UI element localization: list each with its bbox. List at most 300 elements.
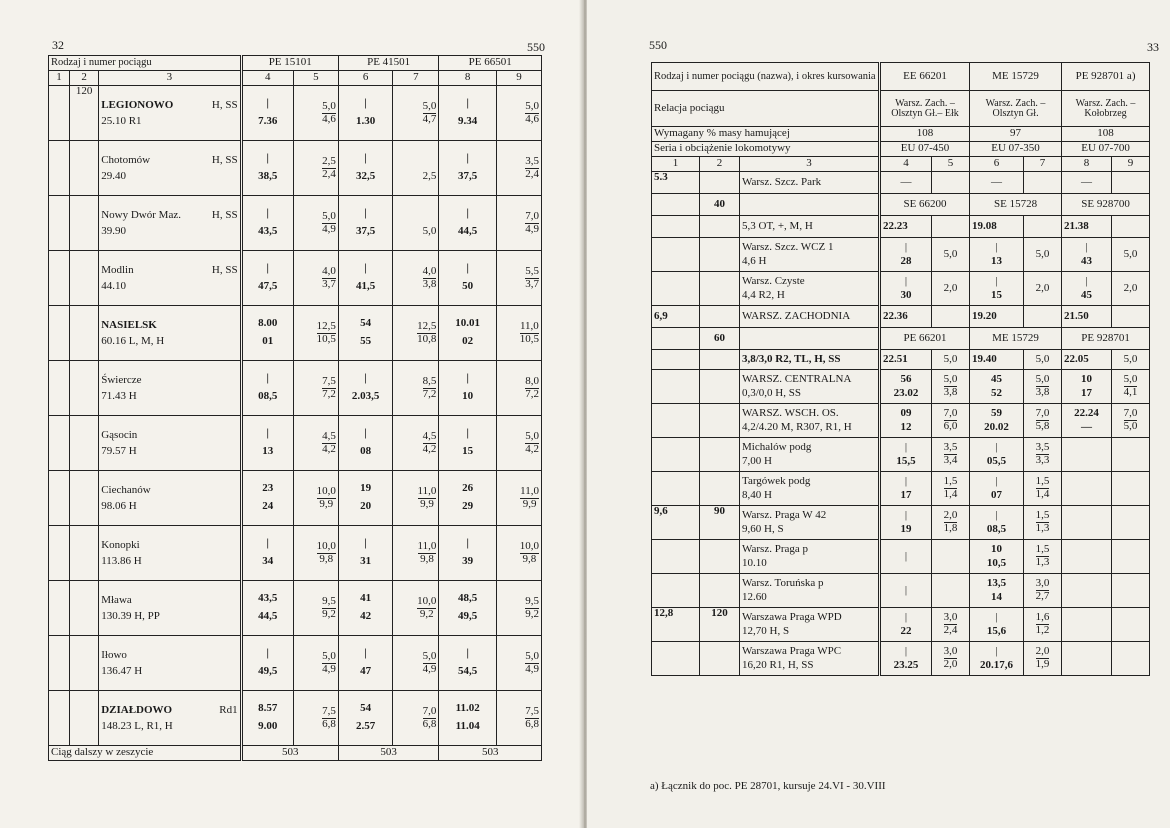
fraction-top: 3,5 — [525, 154, 539, 167]
fraction — [944, 476, 958, 500]
station-km: 25.10 R1 — [101, 115, 142, 127]
station-km: 0,3/0,0 H, SS — [742, 386, 801, 399]
time-departure: 08,5 — [986, 522, 1007, 535]
pass-mark: | — [1085, 240, 1088, 253]
fraction — [1036, 544, 1050, 568]
station-line — [101, 372, 237, 389]
fraction-top: 7,0 — [943, 407, 958, 420]
fraction-bottom: 1,8 — [943, 522, 958, 534]
fraction-top: 2,5 — [322, 154, 336, 167]
time-arrival: 59 — [991, 406, 1003, 419]
table-row — [49, 251, 542, 306]
time-departure: 14 — [991, 590, 1003, 603]
fraction — [944, 408, 958, 432]
fraction-bottom: 4,7 — [422, 112, 437, 125]
km-marker: 12,8 — [654, 607, 674, 619]
time-cell: 30 — [900, 288, 912, 301]
time-departure: 07 — [991, 488, 1003, 501]
fraction-bottom: 2,4 — [525, 167, 539, 180]
table-row — [652, 238, 1150, 272]
header-label: Rodzaj i numer pociągu (nazwa), i okres kursowania — [652, 63, 880, 91]
brake-mass: 108 — [880, 127, 970, 142]
fraction-bottom: 4,9 — [525, 222, 539, 235]
speed-limit: 60 — [700, 328, 740, 350]
time-cell: 28 — [900, 254, 912, 267]
time-departure: 47,5 — [258, 280, 278, 292]
time-arrival: 48,5 — [458, 592, 478, 605]
fraction-top: 7,5 — [525, 704, 539, 717]
relation: Warsz. Zach. – Kołobrzeg — [1062, 91, 1150, 127]
time-arrival: | — [266, 152, 269, 165]
fraction-bottom: 3,4 — [943, 454, 958, 466]
fraction-top: 3,0 — [1035, 577, 1050, 590]
fraction-top: 7,0 — [422, 704, 437, 717]
time-departure: — — [1081, 420, 1093, 433]
time-arrival: | — [466, 372, 469, 385]
right-page — [587, 0, 1170, 828]
time-cell: 22.36 — [880, 306, 932, 328]
fraction-bottom: 9,2 — [419, 607, 434, 620]
column-number: 6 — [970, 157, 1024, 172]
fraction — [423, 431, 437, 455]
train-header: PE 41501 — [338, 56, 438, 71]
fraction — [417, 321, 436, 345]
fraction — [322, 651, 336, 675]
time-departure: 42 — [360, 610, 372, 622]
fraction-top: 2,0 — [943, 509, 958, 522]
column-number: 7 — [393, 71, 439, 86]
fraction — [423, 706, 437, 730]
time-departure: 44,5 — [258, 610, 278, 622]
fraction-bottom: 5,8 — [1035, 420, 1050, 432]
run-time: 5,0 — [1024, 238, 1062, 272]
time-departure: 01 — [262, 335, 274, 347]
fraction — [322, 596, 336, 620]
time-arrival: 8.00 — [258, 317, 278, 330]
fraction-bottom: 4,9 — [322, 222, 336, 235]
fraction-bottom: 3,8 — [422, 277, 437, 290]
station-name: Warsz. Praga W 42 — [742, 508, 827, 521]
run-time: 2,0 — [1024, 272, 1062, 306]
fraction-bottom: 9,9 — [522, 497, 537, 510]
column-number: 4 — [880, 157, 932, 172]
time-cell: 15 — [991, 288, 1003, 301]
time-departure: 22 — [900, 624, 912, 637]
fraction-bottom: 4,6 — [322, 112, 336, 125]
fraction-top: 11,0 — [417, 484, 437, 497]
station-line — [101, 152, 237, 169]
fraction — [322, 101, 336, 125]
time-departure: 47 — [360, 665, 372, 677]
fraction-top: 9,5 — [525, 594, 539, 607]
fraction — [1036, 646, 1050, 670]
time-departure: 43,5 — [258, 225, 278, 237]
column-number: 2 — [700, 157, 740, 172]
train-header: EE 66201 — [880, 63, 970, 91]
fraction — [1036, 612, 1050, 636]
run-time: 5,0 — [932, 238, 970, 272]
footer-label: Ciąg dalszy w zeszycie — [49, 746, 242, 761]
column-number: 6 — [338, 71, 392, 86]
time-arrival: | — [266, 207, 269, 220]
fraction-bottom: 10,5 — [316, 332, 336, 345]
fraction-top: 10,0 — [316, 484, 336, 497]
fraction-bottom: 2,7 — [1035, 590, 1050, 602]
fraction — [1036, 578, 1050, 602]
table-row — [49, 86, 542, 141]
fraction-top: 12,5 — [316, 319, 336, 332]
column-number: 2 — [69, 71, 98, 86]
column-number: 3 — [740, 157, 880, 172]
time-arrival: | — [466, 207, 469, 220]
station-name: WARSZ. ZACHODNIA — [740, 306, 880, 328]
fraction-bottom: 3,7 — [322, 277, 336, 290]
pass-mark: | — [904, 240, 908, 253]
table-row — [49, 361, 542, 416]
station-line — [101, 97, 237, 114]
station-name: NASIELSK — [101, 318, 157, 331]
fraction-bottom: 3,8 — [943, 386, 958, 398]
station-flags: H, SS — [211, 98, 238, 111]
fraction-bottom: 9,8 — [319, 552, 334, 565]
column-number: 1 — [49, 71, 70, 86]
time-arrival: | — [995, 440, 998, 453]
fraction — [525, 211, 539, 235]
time-arrival: | — [904, 474, 908, 487]
brake-mass: 108 — [1062, 127, 1150, 142]
fraction-bottom: 4,2 — [525, 442, 539, 455]
fraction-bottom: 10,8 — [417, 332, 437, 345]
fraction — [944, 510, 958, 534]
column-number: 3 — [99, 71, 241, 86]
fraction-bottom: 9,2 — [525, 607, 539, 620]
time-arrival: | — [995, 610, 998, 623]
fraction — [423, 376, 437, 400]
train-header: SE 928700 — [1062, 194, 1150, 216]
column-number: 7 — [1024, 157, 1062, 172]
station-km: 71.43 H — [101, 390, 137, 402]
fraction-bottom: 4,9 — [322, 662, 336, 675]
station-name: Warsz. Szcz. WCZ 1 — [742, 240, 834, 253]
run-time: 5,0 — [1112, 350, 1150, 370]
fraction — [525, 101, 539, 125]
time-arrival: 13,5 — [986, 576, 1007, 589]
fraction-top: 9,5 — [322, 594, 336, 607]
run-time: 5,0 — [932, 350, 970, 370]
fraction — [520, 321, 539, 345]
fraction-top: 5,0 — [322, 99, 336, 112]
footer-value: 503 — [241, 746, 338, 761]
time-departure: 10 — [462, 390, 474, 402]
fraction-top: 11,0 — [519, 319, 539, 332]
time-arrival: | — [904, 583, 908, 596]
time-departure: 55 — [360, 335, 372, 347]
time-departure: 15,5 — [896, 454, 916, 467]
fraction-bottom: 4,9 — [422, 662, 437, 675]
time-arrival: 26 — [462, 482, 474, 495]
fraction — [1124, 374, 1138, 398]
time-cell: 43 — [1081, 254, 1093, 267]
fraction-top: 10,0 — [316, 539, 336, 552]
fraction-bottom: 2,4 — [943, 624, 958, 636]
fraction-bottom: 1,4 — [943, 488, 958, 500]
time-arrival: 43,5 — [258, 592, 278, 605]
station-name: 5,3 OT, +, M, H — [740, 216, 880, 238]
station-km: 98.06 H — [101, 500, 137, 512]
fraction-bottom: 5,0 — [1123, 420, 1138, 432]
time-departure: 13 — [262, 445, 274, 457]
fraction-top: 8,5 — [422, 374, 437, 387]
table-row — [49, 691, 542, 746]
fraction-bottom: 4,2 — [322, 442, 336, 455]
station-name: Świercze — [101, 373, 142, 386]
table-row — [652, 438, 1150, 472]
fraction-top: 7,0 — [1123, 407, 1138, 420]
time-departure: 39 — [462, 555, 474, 567]
station-name: Mława — [101, 593, 132, 606]
time-cell: — — [1062, 172, 1112, 194]
fraction-top: 5,0 — [525, 429, 539, 442]
fraction — [322, 156, 336, 180]
station-line — [101, 207, 237, 224]
station-name: Ciechanów — [101, 483, 151, 496]
fraction-top: 7,5 — [322, 704, 336, 717]
time-departure: 50 — [462, 280, 474, 292]
fraction — [520, 541, 539, 565]
time-cell: 21.38 — [1062, 216, 1112, 238]
time-cell: 22.51 — [880, 350, 932, 370]
fraction — [418, 486, 437, 510]
fraction-top: 5,0 — [422, 99, 437, 112]
table-row — [49, 141, 542, 196]
table-row — [652, 642, 1150, 676]
fraction — [322, 266, 336, 290]
speed-limit: 90 — [714, 505, 725, 517]
fraction-top: 4,0 — [422, 264, 437, 277]
station-km: 79.57 H — [101, 445, 137, 457]
fraction-bottom: 7,2 — [322, 387, 336, 400]
station-name: Chotomów — [101, 153, 151, 166]
time-arrival: 54 — [360, 702, 372, 715]
run-time: 2,0 — [1112, 272, 1150, 306]
fraction-top: 5,0 — [1035, 373, 1050, 386]
time-arrival: | — [466, 97, 469, 110]
time-arrival: | — [904, 644, 908, 657]
fraction-top: 3,0 — [943, 611, 958, 624]
fraction — [1036, 510, 1050, 534]
fraction-top: 4,5 — [322, 429, 336, 442]
time-arrival: | — [266, 97, 269, 110]
time-arrival: 41 — [360, 592, 372, 605]
time-arrival: 22.24 — [1074, 406, 1099, 419]
station-name: Gąsocin — [101, 428, 138, 441]
time-arrival: 10 — [1081, 372, 1093, 385]
train-header: PE 66201 — [880, 328, 970, 350]
time-arrival: | — [266, 262, 269, 275]
fraction-top: 4,0 — [322, 264, 336, 277]
column-number: 4 — [241, 71, 293, 86]
header-label: Rodzaj i numer pociągu — [49, 56, 242, 71]
fraction-bottom: 2,0 — [943, 658, 958, 670]
fraction-top: 8,0 — [525, 374, 539, 387]
station-km: 136.47 H — [101, 665, 143, 677]
fraction-top: 4,5 — [422, 429, 437, 442]
fraction-top: 1,5 — [1035, 509, 1050, 522]
time-departure: 32,5 — [355, 170, 376, 182]
run-time: 2,5 — [422, 170, 437, 183]
fraction — [944, 646, 958, 670]
speed-limit: 40 — [700, 194, 740, 216]
time-cell: — — [880, 172, 932, 194]
column-number: 1 — [652, 157, 700, 172]
fraction-top: 11,0 — [520, 484, 539, 497]
station-flags: H, SS — [211, 208, 238, 221]
time-cell: 22.23 — [880, 216, 932, 238]
station-km: 4,4 R2, H — [742, 288, 785, 301]
station-name: WARSZ. WSCH. OS. — [742, 406, 839, 419]
time-arrival: | — [904, 508, 908, 521]
pass-mark: | — [995, 240, 998, 253]
time-cell: 13 — [991, 254, 1003, 267]
time-departure: 05,5 — [986, 454, 1007, 467]
fraction-bottom: 1,9 — [1035, 658, 1050, 670]
fraction-top: 7,0 — [1035, 407, 1050, 420]
time-arrival: | — [266, 537, 269, 550]
time-arrival: 10.01 — [455, 317, 481, 330]
station-km: 4,6 H — [742, 254, 767, 267]
table-row — [652, 540, 1150, 574]
time-arrival: 56 — [900, 372, 912, 385]
loco-series: EU 07-350 — [970, 142, 1062, 157]
time-cell: 19.08 — [970, 216, 1024, 238]
fraction-top: 5,0 — [322, 209, 336, 222]
table-row — [652, 472, 1150, 506]
time-arrival: | — [466, 152, 469, 165]
fraction-bottom: 7,2 — [422, 387, 437, 400]
time-departure: 10,5 — [986, 556, 1007, 569]
station-name: Michalów podg — [742, 440, 812, 453]
time-arrival: | — [364, 537, 367, 550]
fraction-top: 11,0 — [417, 539, 437, 552]
time-departure: 24 — [262, 500, 274, 512]
time-arrival: | — [364, 152, 367, 165]
pass-mark: | — [904, 274, 908, 287]
fraction-top: 2,0 — [1035, 645, 1050, 658]
table-row — [49, 581, 542, 636]
footer-value: 503 — [338, 746, 438, 761]
fraction — [1036, 408, 1050, 432]
table-row — [49, 471, 542, 526]
fraction — [525, 651, 539, 675]
fraction-top: 10,0 — [417, 594, 437, 607]
fraction-top: 3,0 — [943, 645, 958, 658]
column-number: 8 — [1062, 157, 1112, 172]
time-departure: 15,6 — [986, 624, 1007, 637]
time-departure: 2.03,5 — [351, 390, 380, 402]
fraction-top: 1,5 — [943, 475, 958, 488]
fraction-top: 5,0 — [525, 99, 539, 112]
time-departure: 15 — [462, 445, 474, 457]
time-cell: 19.20 — [970, 306, 1024, 328]
fraction-bottom: 6,8 — [322, 717, 336, 730]
table-row — [49, 306, 542, 361]
time-cell: 19.40 — [970, 350, 1024, 370]
time-departure: 20.17,6 — [980, 658, 1014, 671]
time-arrival: | — [364, 372, 367, 385]
time-departure: 9.00 — [258, 720, 278, 732]
fraction — [525, 156, 539, 180]
train-header: ME 15729 — [970, 328, 1062, 350]
station-name: LEGIONOWO — [101, 98, 174, 111]
relation: Warsz. Zach. – Olsztyn Gł. — [970, 91, 1062, 127]
column-number: 8 — [439, 71, 497, 86]
train-header: ME 15729 — [970, 63, 1062, 91]
station-flags: H, SS — [211, 153, 238, 166]
time-arrival: 23 — [262, 482, 274, 495]
time-departure: 7.36 — [258, 115, 278, 127]
station-name: Warsz. Toruńska p — [742, 576, 824, 589]
time-arrival: | — [466, 537, 469, 550]
km-marker: 120 — [75, 85, 93, 97]
fraction — [1036, 374, 1050, 398]
fraction — [1036, 476, 1050, 500]
time-departure: 23.25 — [893, 658, 919, 671]
station-name: 3,8/3,0 R2, TL, H, SS — [740, 350, 880, 370]
station-name: Iłowo — [101, 648, 127, 661]
time-departure: 37,5 — [458, 170, 478, 182]
fraction-bottom: 4,2 — [422, 442, 437, 455]
station-line — [101, 592, 237, 609]
km-marker: 5.3 — [652, 172, 700, 194]
station-name: Warsz. Czyste — [742, 274, 805, 287]
time-arrival: 19 — [360, 482, 372, 495]
time-arrival: | — [266, 647, 269, 660]
time-arrival: 10 — [991, 542, 1003, 555]
fraction-bottom: 1,2 — [1035, 624, 1050, 636]
page-number-left: 550 — [649, 38, 667, 52]
time-departure: 1.30 — [355, 115, 376, 127]
fraction — [525, 431, 539, 455]
fraction-bottom: 1,3 — [1035, 522, 1050, 534]
fraction — [423, 266, 437, 290]
time-departure: 49,5 — [258, 665, 278, 677]
fraction — [417, 596, 436, 620]
station-km: 8,40 H — [742, 488, 772, 501]
fraction — [322, 376, 336, 400]
time-arrival: | — [364, 97, 367, 110]
fraction-bottom: 4,1 — [1123, 386, 1138, 398]
fraction-top: 1,6 — [1035, 611, 1050, 624]
table-row — [49, 416, 542, 471]
fraction-top: 12,5 — [417, 319, 437, 332]
fraction — [322, 211, 336, 235]
fraction-bottom: 7,2 — [525, 387, 539, 400]
fraction-top: 5,5 — [525, 264, 539, 277]
time-arrival: | — [466, 262, 469, 275]
station-km: 113.86 H — [101, 555, 142, 567]
fraction-bottom: 10,5 — [519, 332, 539, 345]
fraction-bottom: 3,3 — [1035, 454, 1050, 466]
fraction — [423, 101, 437, 125]
train-header: PE 928701 — [1062, 328, 1150, 350]
station-km: 9,60 H, S — [742, 522, 784, 535]
run-time: 5,0 — [1112, 238, 1150, 272]
time-arrival: | — [904, 610, 908, 623]
column-number: 9 — [1112, 157, 1150, 172]
station-km: 10.10 — [742, 556, 767, 569]
station-km: 12,70 H, S — [742, 624, 790, 637]
station-name: WARSZ. CENTRALNA — [742, 372, 852, 385]
